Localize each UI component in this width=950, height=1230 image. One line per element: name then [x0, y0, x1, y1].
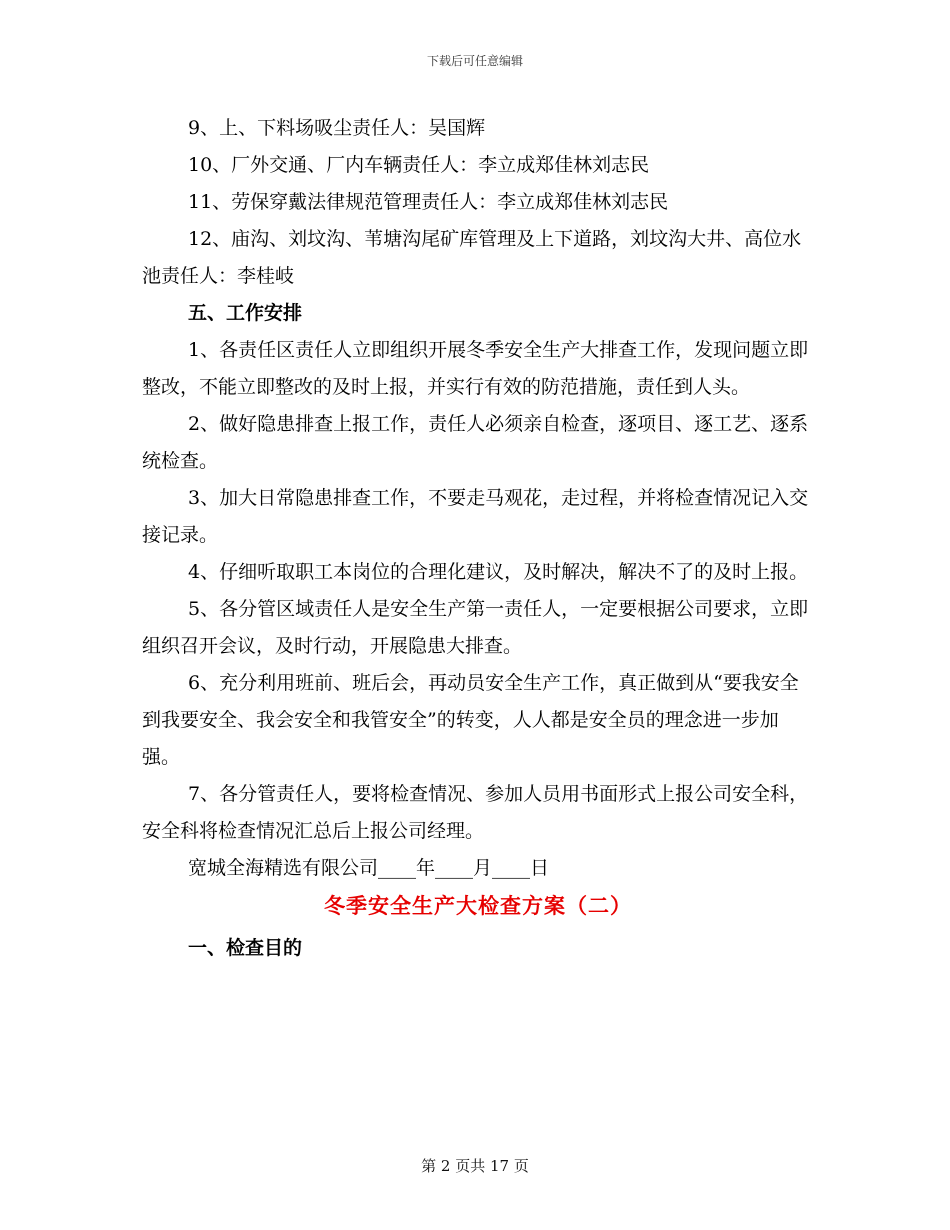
paragraph: 2、做好隐患排查上报工作，责任人必须亲自检查，逐项目、逐工艺、逐系统检查。 [142, 413, 809, 472]
list-item: 9、上、下料场吸尘责任人：吴国辉 [188, 117, 486, 139]
paragraph: 1、各责任区责任人立即组织开展冬季安全生产大排查工作，发现问题立即整改，不能立即整改的及时上报，并实行有效的防范措施，责任到人头。 [142, 339, 809, 398]
page-footer: 第 2 页共 17 页 [421, 1157, 529, 1175]
list-item: 11、劳保穿戴法律规范管理责任人：李立成郑佳林刘志民 [188, 191, 669, 213]
document-body [142, 110, 814, 967]
paragraph: 3、加大日常隐患排查工作，不要走马观花，走过程，并将检查情况记入交接记录。 [142, 487, 809, 546]
section-heading: 一、检查目的 [188, 937, 303, 959]
document-title: 冬季安全生产大检查方案（二） [324, 893, 632, 918]
page-header: 下载后可任意编辑 [426, 54, 523, 68]
section-heading: 五、工作安排 [188, 302, 303, 324]
signature-line: 宽城全海精选有限公司____年____月____日 [188, 857, 550, 879]
paragraph: 4、仔细听取职工本岗位的合理化建议，及时解决，解决不了的及时上报。 [188, 561, 809, 583]
list-item: 10、厂外交通、厂内车辆责任人：李立成郑佳林刘志民 [188, 154, 650, 176]
list-item: 12、庙沟、刘坟沟、苇塘沟尾矿库管理及上下道路，刘坟沟大井、高位水池责任人：李桂岐 [142, 228, 802, 287]
paragraph: 6、充分利用班前、班后会，再动员安全生产工作，真正做到从“要我安全到我要安全、我会安全和我管安全”的转变，人人都是安全员的理念进一步加强。 [142, 672, 799, 768]
paragraph: 5、各分管区域责任人是安全生产第一责任人，一定要根据公司要求，立即组织召开会议，及时行动，开展隐患大排查。 [142, 598, 809, 657]
paragraph: 7、各分管责任人，要将检查情况、参加人员用书面形式上报公司安全科，安全科将检查情况汇总后上报公司经理。 [142, 783, 809, 842]
